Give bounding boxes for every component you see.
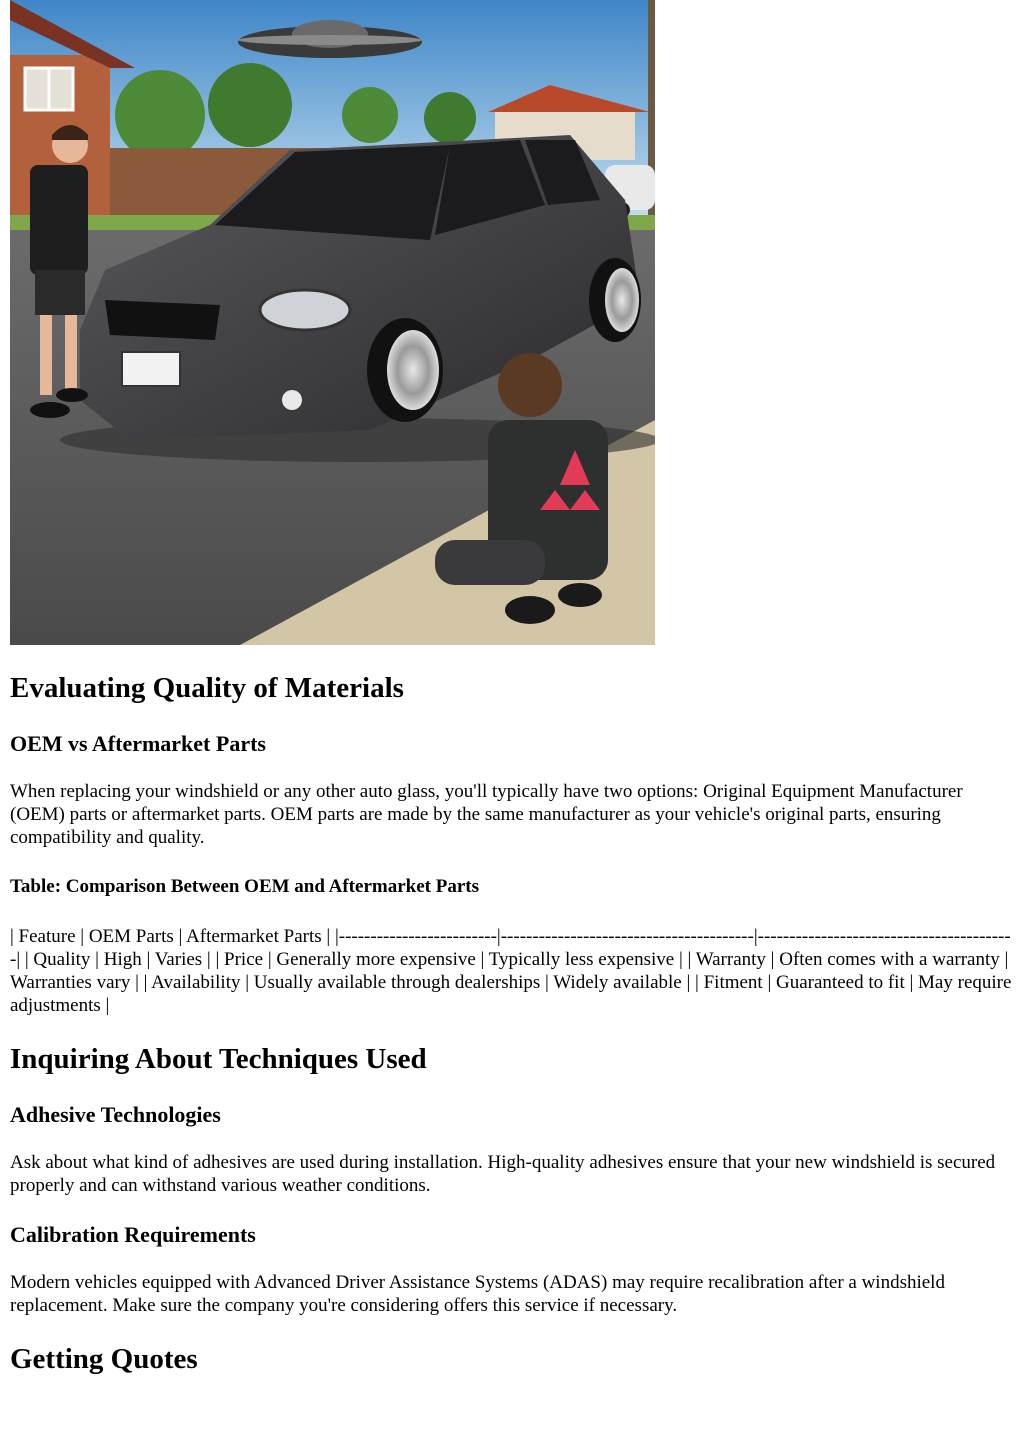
subsection-title-adhesive: Adhesive Technologies [10,1102,221,1127]
table-title: Table: Comparison Between OEM and Aftermarket Parts [10,876,479,897]
subsection-title-oem-vs-aftermarket: OEM vs Aftermarket Parts [10,731,266,756]
paragraph-oem-intro: When replacing your windshield or any other auto glass, you'll typically have two options: Original Equipment Manufacturer (OEM) parts or aftermarket parts. OEM parts are made by the same manufacturer as your vehicle's original parts, ensuring compatibility and quality. [10,781,963,848]
section-title-evaluating-quality: Evaluating Quality of Materials [10,672,404,704]
subsection-title-calibration: Calibration Requirements [10,1222,256,1247]
section-title-techniques: Inquiring About Techniques Used [10,1043,427,1075]
paragraph-calibration: Modern vehicles equipped with Advanced Driver Assistance Systems (ADAS) may require recalibration after a windshield replacement. Make sure the company you're considering offers this service if necessary. [10,1272,945,1316]
comparison-table-raw: | Feature | OEM Parts | Aftermarket Parts | |-------------------------|----------------------------------------|-----------------------------------------| | Quality | High | Varies | | Price | Generally more expensive | Typically less expensive | | Warranty | Often comes with a warranty | Warranties vary | | Availability | Usually available through dealerships | Widely available | | Fitment | Guaranteed to fit | May require adjustments | [10,926,1012,1016]
paragraph-adhesive: Ask about what kind of adhesives are used during installation. High-quality adhesives ensure that your new windshield is secured properly and can withstand various weather conditions. [10,1152,996,1196]
hero-image-lowered-hatchback [10,0,655,645]
article [10,0,1014,1376]
section-title-getting-quotes: Getting Quotes [10,1343,198,1375]
